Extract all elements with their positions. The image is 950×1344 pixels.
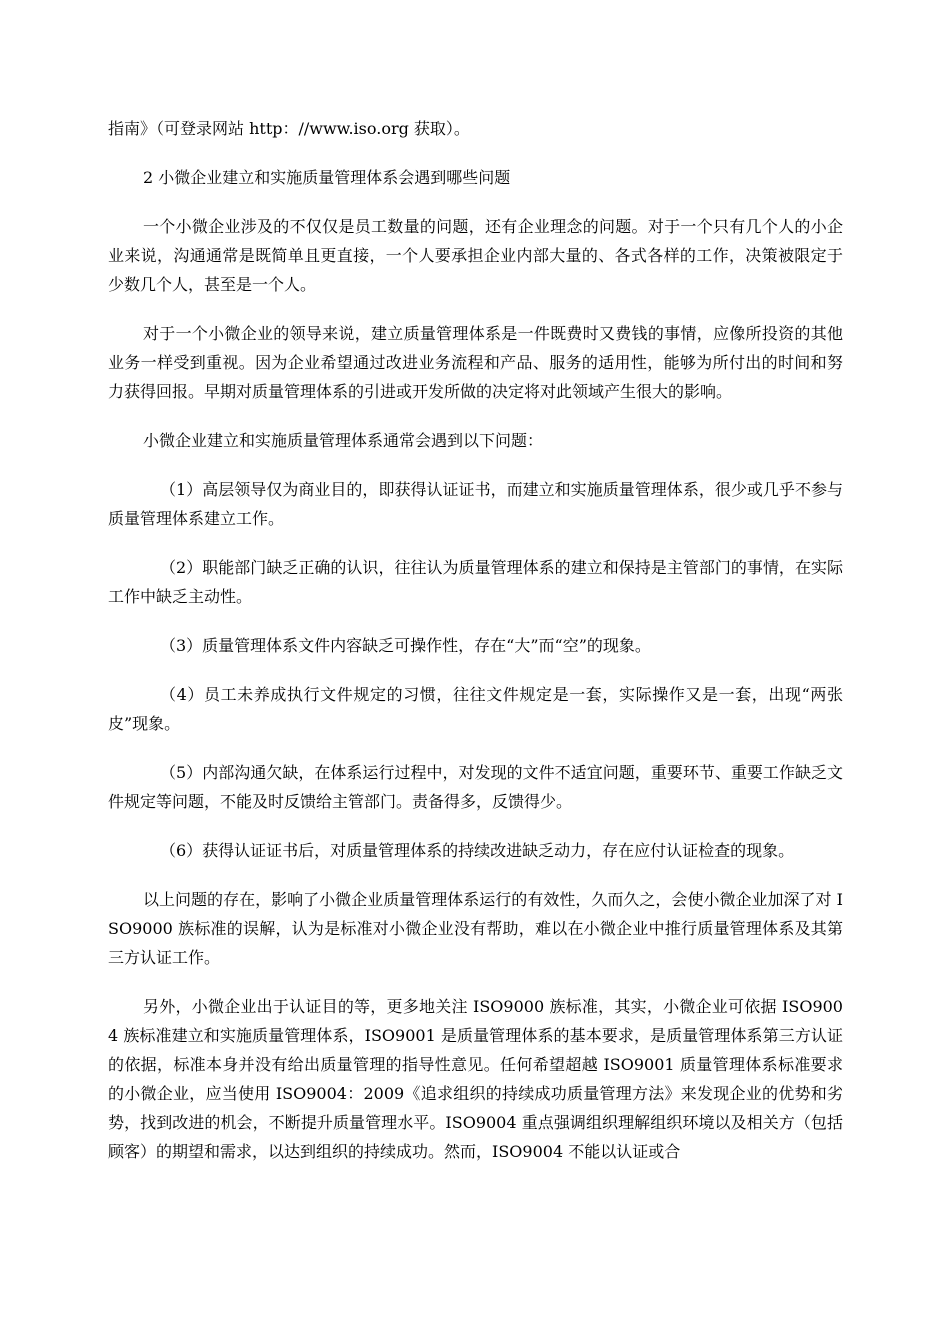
paragraph-5: 另外，小微企业出于认证目的等，更多地关注 ISO9000 族标准，其实，小微企业可依据 ISO9004 族标准建立和实施质量管理体系，ISO9001 是质量管理体系的基本要求，是质量管理体系第三方认证的依据，标准本身并没有给出质量管理的指导性意见。任何希望超越 ISO9001 质量管理体系标准要求的小微企业，应当使用 ISO9004：2009《追求组织的持续成功质量管理方法》来发现企业的优势和劣势，找到改进的机会，不断提升质量管理水平。ISO9004 重点强调组织理解组织环境以及相关方（包括顾客）的期望和需求，以达到组织的持续成功。然而，ISO9004 不能以认证或合 bbox=[108, 997, 843, 1161]
paragraph-2: 对于一个小微企业的领导来说，建立质量管理体系是一件既费时又费钱的事情，应像所投资的其他业务一样受到重视。因为企业希望通过改进业务流程和产品、服务的适用性，能够为所付出的时间和努力获得回报。早期对质量管理体系的引进或开发所做的决定将对此领域产生很大的影响。 bbox=[108, 324, 843, 401]
list-item-3: （3）质量管理体系文件内容缺乏可操作性，存在“大”而“空”的现象。 bbox=[160, 636, 651, 655]
paragraph-1: 一个小微企业涉及的不仅仅是员工数量的问题，还有企业理念的问题。对于一个只有几个人的小企业来说，沟通通常是既简单且更直接，一个人要承担企业内部大量的、各式各样的工作，决策被限定于少数几个人，甚至是一个人。 bbox=[108, 217, 843, 294]
section-heading-2: 2 小微企业建立和实施质量管理体系会遇到哪些问题 bbox=[143, 168, 511, 187]
list-item-2: （2）职能部门缺乏正确的认识，往往认为质量管理体系的建立和保持是主管部门的事情，在实际工作中缺乏主动性。 bbox=[108, 558, 843, 606]
paragraph-4: 以上问题的存在，影响了小微企业质量管理体系运行的有效性，久而久之，会使小微企业加深了对 ISO9000 族标准的误解，认为是标准对小微企业没有帮助，难以在小微企业中推行质量管理体系及其第三方认证工作。 bbox=[108, 890, 843, 967]
paragraph-3: 小微企业建立和实施质量管理体系通常会遇到以下问题： bbox=[143, 431, 544, 450]
list-item-4: （4）员工未养成执行文件规定的习惯，往往文件规定是一套，实际操作又是一套，出现“两张皮”现象。 bbox=[108, 685, 843, 733]
paragraph-continuation: 指南》（可登录网站 http：//www.iso.org 获取）。 bbox=[108, 119, 470, 138]
document-page bbox=[108, 114, 843, 1186]
list-item-5: （5）内部沟通欠缺，在体系运行过程中，对发现的文件不适宜问题，重要环节、重要工作缺乏文件规定等问题，不能及时反馈给主管部门。责备得多，反馈得少。 bbox=[108, 763, 843, 811]
list-item-1: （1）高层领导仅为商业目的，即获得认证证书，而建立和实施质量管理体系，很少或几乎不参与质量管理体系建立工作。 bbox=[108, 480, 843, 528]
list-item-6: （6）获得认证证书后，对质量管理体系的持续改进缺乏动力，存在应付认证检查的现象。 bbox=[160, 841, 795, 860]
